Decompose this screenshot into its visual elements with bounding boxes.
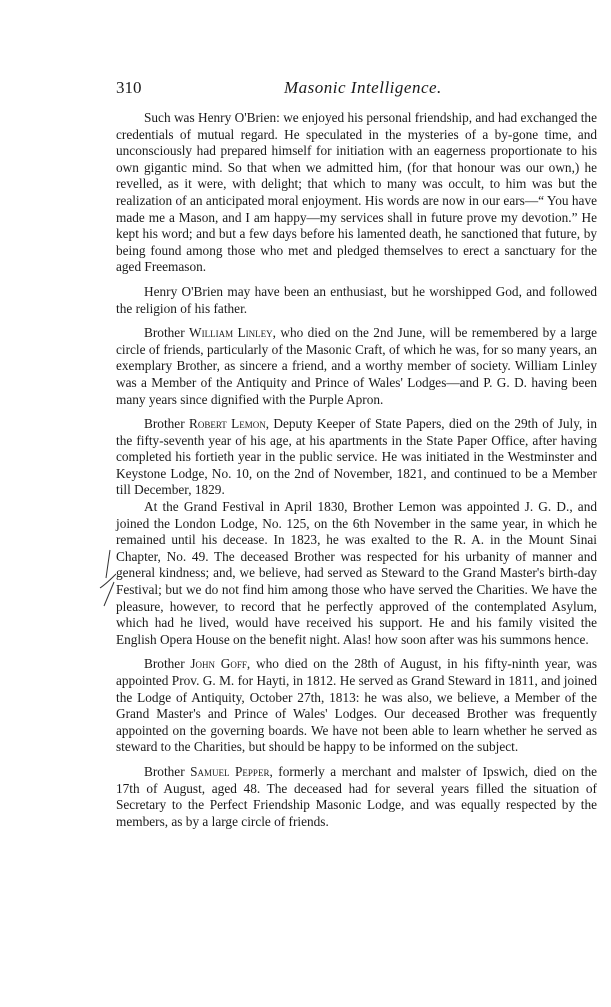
brother-prefix: Brother [144, 325, 185, 341]
paragraph-text: , formerly a merchant and malster of Ipswich, died on the 17th of August, aged 48. The deceased had for several years filled the situation of Secretary to the Perfect Friendship Masonic Lodge, and was equally respected by the members, as by a large circle of friends. [116, 763, 598, 829]
paragraph-lemon-obituary [116, 416, 597, 499]
page-header [116, 78, 597, 98]
paragraph-text: Henry O'Brien may have been an enthusiast, but he worshipped God, and followed the religion of his father. [116, 283, 597, 316]
paragraph-text: , who died on the 2nd June, will be remembered by a large circle of friends, particularly of the Masonic Craft, of which he was, for so many years, an exemplary Brother, as sincere a friend, and a worthy member of society. William Linley was a Member of the Antiquity and Prince of Wales' Lodges—and P. G. D. having been many years since dignified with the Purple Apron. [116, 325, 598, 407]
paragraph-text: At the Grand Festival in April 1830, Brother Lemon was appointed J. G. D., and joined the London Lodge, No. 125, on the 6th November in the same year, in which he remained until his decease. In 1823, he was exalted to the R. A. in the Mount Sinai Chapter, No. 49. The deceased Brother was respected for his urbanity of manner and general kindness; and, we believe, had served as Steward to the Grand Master's birth-day Festival; but we do not find him among those who have served the Charities. We have the pleasure, however, to record that he perfectly approved of the contemplated Asylum, which had he lived, would have received his support. He and his family visited the English Opera House on the benefit night. Alas! how soon after was his summons hence. [116, 499, 597, 647]
paragraph-text: , who died on the 28th of August, in his fifty-ninth year, was appointed Prov. G. M. for Hayti, in 1812. He served as Grand Steward in 1811, and joined the Lodge of Antiquity, October 27th, 1813: he was also, we believe, a Member of the Grand Master's and Prince of Wales' Lodges. Our deceased Brother was frequently appointed on the governing boards. We have not been able to learn whether he served as steward to the Charities, but should be happy to be informed on the subject. [116, 656, 597, 755]
paragraph-obrien-religion [116, 284, 597, 317]
running-head: Masonic Intelligence. [284, 78, 442, 97]
page-number: 310 [116, 78, 142, 97]
paragraph-text: , Deputy Keeper of State Papers, died on the 29th of July, in the fifty-seventh year of his age, at his apartments in the State Paper Office, after having completed his fortieth year in the public service. He was initiated in the Westminster and Keystone Lodge, No. 10, on the 2nd of November, 1821, and continued to be a Member till December, 1829. [116, 416, 597, 498]
deceased-name: Robert Lemon [188, 416, 266, 432]
brother-prefix: Brother [144, 763, 185, 779]
paragraph-text: Such was Henry O'Brien: we enjoyed his personal friendship, and had exchanged the credentials of mutual regard. He speculated in the mysteries of a by-gone time, and unconsciously had prepared himself for initiation with an eagerness proportionate to his own gigantic mind. So that when we admitted him, (for that honour was our own,) he revelled, as it were, with delight; that which to many was occult, to him was but the realization of an anticipated moral enjoyment. His words are now in our ears—“ You have made me a Mason, and I am happy—my services shall in future prove my devotion.” He kept his word; and but a few days before his lamented death, he sanctioned that future, by being found among those who met and pledged themselves to erect a sanctuary for the aged Freemason. [116, 110, 597, 275]
paragraph-goff-obituary [116, 656, 597, 756]
brother-prefix: Brother [144, 416, 185, 432]
deceased-name: William Linley [189, 325, 273, 341]
deceased-name: John Goff [190, 656, 247, 672]
paragraph-lemon-career [116, 499, 597, 648]
deceased-name: Samuel Pepper [190, 763, 270, 779]
pencil-margin-mark-icon [96, 548, 126, 608]
brother-prefix: Brother [144, 656, 185, 672]
paragraph-obrien-tribute [116, 110, 597, 276]
paragraph-linley-obituary [116, 325, 597, 408]
paragraph-pepper-obituary [116, 764, 597, 830]
